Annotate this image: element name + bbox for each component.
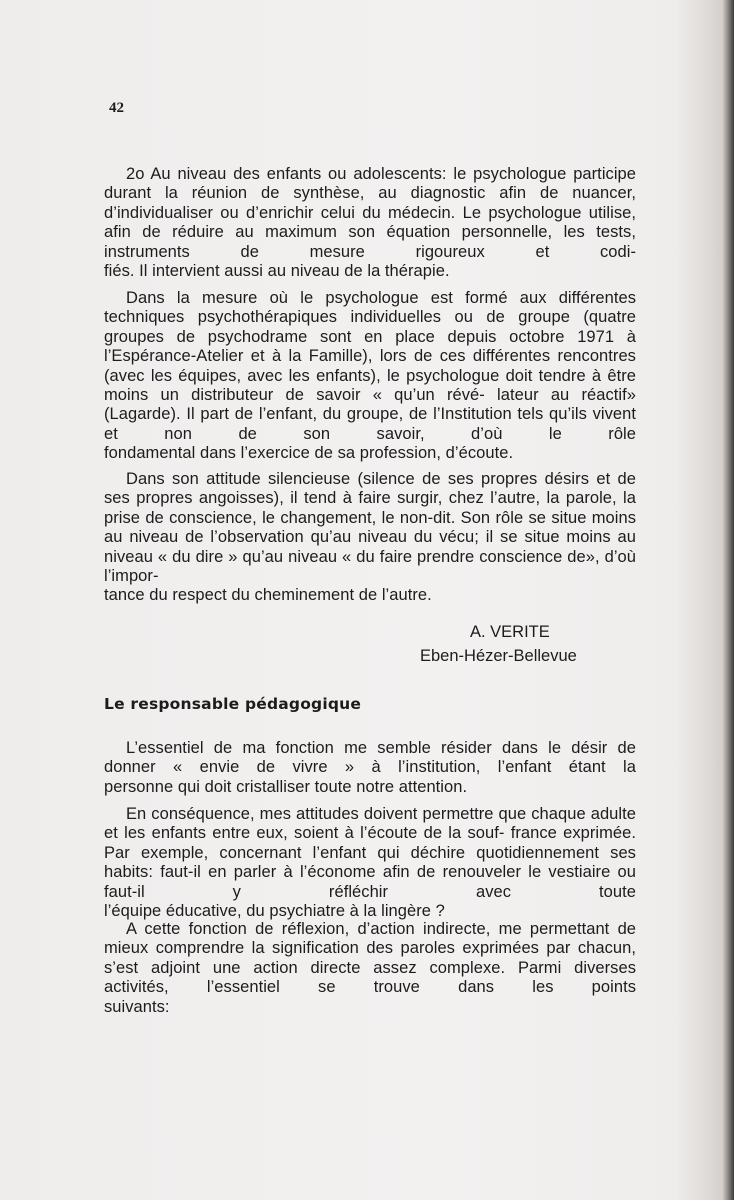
page-number: 42 [109,100,124,116]
text-line-last: fondamental dans l’exercice de sa profession, d’écoute. [104,444,514,463]
paragraph-text [104,165,636,281]
text-line: de renouveler le vestiaire ou faut-il y réfléchir avec toute [104,863,636,901]
text-line: Parmi diverses activités, l’essentiel se trouve dans les points [104,958,637,997]
paragraph-text [104,470,636,606]
text-line: france exprimée. Par exemple, concernant l’enfant qui déchire [104,824,636,862]
text-line-last: l’équipe éducative, du psychiatre à la lingère ? [104,902,445,921]
text-line: lateur au réactif» (Lagarde). Il part de l’enfant, du groupe, de [104,386,636,424]
text-line: rencontres (avec les équipes, avec les enfants), le psychologue [104,347,636,385]
paragraph-4 [104,739,636,797]
text-line-last: personne qui doit cristalliser toute notre attention. [104,777,468,796]
paragraph-5 [104,805,636,921]
paragraph-6 [104,920,636,1017]
page-edge-shadow [722,0,734,1200]
paragraph-text [104,920,636,1017]
text-line: doit tendre à être moins un distributeur de savoir « qu’un révé- [104,366,636,405]
text-line: Dans la mesure où le psychologue est formé aux différentes [126,289,636,307]
text-line: quotidiennement ses habits: faut-il en parler à l’économe afin [104,843,636,882]
text-line: adulte et les enfants entre eux, soient à l’écoute de la souf- [104,805,636,843]
text-line: psychologue utilise, afin de réduire au maximum son équation [104,203,636,242]
text-line: qu’au niveau du vécu; il se situe moins au niveau « du dire » [104,528,636,566]
text-line: de donner « envie de vivre » à l’institution, l’enfant étant la [104,739,636,777]
text-line: Dans son attitude silencieuse (silence de ses propres désirs [126,470,589,488]
signature-place: Eben-Hézer-Bellevue [420,647,577,665]
text-line-last: suivants: [104,997,170,1016]
text-line: En conséquence, mes attitudes doivent permettre que chaque [126,805,586,823]
text-line: techniques psychothérapiques individuelles ou de groupe (quatre [104,308,636,327]
text-line: et de ses propres angoisses), il tend à faire surgir, chez [104,470,636,508]
text-line-last: fiés. Il intervient aussi au niveau de la thérapie. [104,262,450,281]
text-line: personnelle, les tests, instruments de mesure rigoureux et codi- [104,223,636,261]
text-line: qu’au niveau « du faire prendre conscience de», d’où l’impor- [104,547,637,586]
text-line-last: tance du respect du cheminement de l’autre. [104,586,432,605]
paragraph-2 [104,289,636,464]
text-line: non-dit. Son rôle se situe moins au niveau de l’observation [104,508,637,547]
text-line: par chacun, s’est adjoint une action directe assez complexe. [104,939,636,977]
text-line: nuancer, d’individualiser ou d’enrichir celui du médecin. Le [104,184,636,222]
text-line: L’essentiel de ma fonction me semble résider dans le désir [126,739,608,757]
text-line: l’Institution tels qu’ils vivent et non de son savoir, d’où le rôle [104,405,636,443]
text-line: participe durant la réunion de synthèse, au diagnostic afin de [104,165,637,203]
paragraph-text [104,289,636,464]
text-line: de mieux comprendre la signification des paroles exprimées [104,920,637,958]
signature-name: A. VERITE [470,623,550,641]
paragraph-text [104,739,636,797]
section-heading: Le responsable pédagogique [104,695,362,713]
paragraph-1 [104,165,636,281]
text-line: l’Espérance-Atelier et à la Famille), lors de ces différentes [104,347,551,366]
text-line: A cette fonction de réflexion, d’action indirecte, me permettant [126,920,610,938]
paragraph-3 [104,470,636,606]
text-line: 2o Au niveau des enfants ou adolescents: le psychologue [126,165,567,183]
text-line: groupes de psychodrame sont en place depuis octobre 1971 à [104,327,636,346]
text-line: l’autre, la parole, la prise de conscience, le changement, le [104,489,636,527]
paragraph-text [104,805,636,921]
